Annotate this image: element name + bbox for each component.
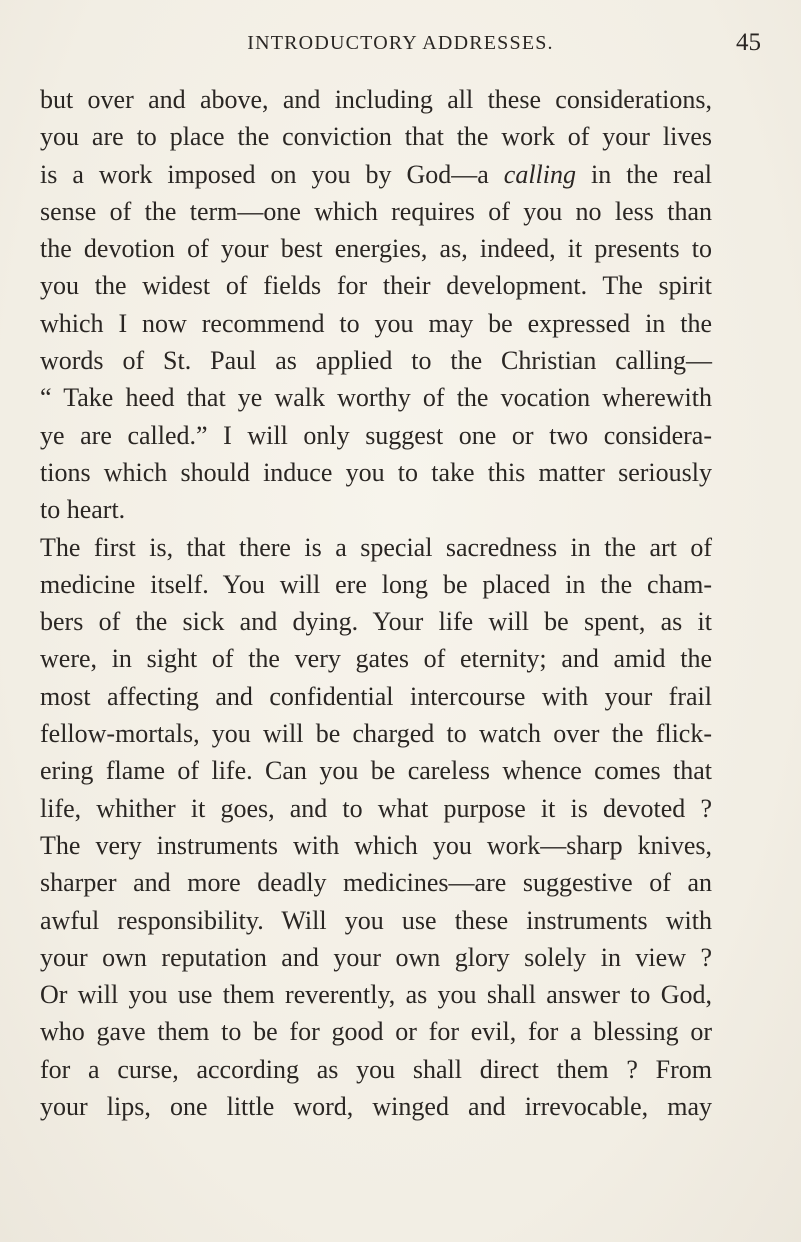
text-line: who gave them to be for good or for evil, for a blessing or	[40, 1017, 712, 1047]
running-head	[40, 28, 761, 58]
text-line: you the widest of fields for their development. The spirit	[40, 271, 712, 301]
text-line: ye are called.” I will only suggest one or two considera-	[40, 420, 712, 450]
text-line: sharper and more deadly medicines—are suggestive of an	[40, 868, 712, 898]
text-line: you are to place the conviction that the work of your lives	[40, 122, 712, 152]
body-text	[40, 81, 712, 1125]
text-line: tions which should induce you to take this matter seriously	[40, 457, 712, 487]
text-line: Or will you use them reverently, as you shall answer to God,	[40, 980, 712, 1010]
text-line: sense of the term—one which requires of you no less than	[40, 196, 712, 226]
text-line: bers of the sick and dying. Your life will be spent, as it	[40, 607, 712, 637]
text-line: which I now recommend to you may be expressed in the	[40, 308, 712, 338]
page-number: 45	[736, 29, 761, 56]
text-line: The first is, that there is a special sacredness in the art of	[40, 532, 712, 562]
text-line: awful responsibility. Will you use these instruments with	[40, 905, 712, 935]
text-line: were, in sight of the very gates of eternity; and amid the	[40, 644, 712, 674]
text-line: The very instruments with which you work—sharp knives,	[40, 830, 712, 860]
text-line: your own reputation and your own glory solely in view ?	[40, 942, 712, 972]
text-line: the devotion of your best energies, as, indeed, it presents to	[40, 234, 712, 264]
text-line: life, whither it goes, and to what purpose it is devoted ?	[40, 793, 712, 823]
text-line: fellow-mortals, you will be charged to watch over the flick-	[40, 719, 712, 749]
running-title: INTRODUCTORY ADDRESSES.	[247, 32, 554, 54]
text-line: ering flame of life. Can you be careless whence comes that	[40, 756, 712, 786]
text-line: most affecting and confidential intercourse with your frail	[40, 681, 712, 711]
text-line: to heart.	[40, 495, 126, 525]
italic-term-calling: calling	[503, 159, 577, 189]
text-line: words of St. Paul as applied to the Christian calling—	[40, 346, 712, 376]
text-line	[40, 156, 712, 193]
text-line: medicine itself. You will ere long be placed in the cham-	[40, 569, 712, 599]
text-segment: is a work imposed on you by God—a	[40, 159, 504, 189]
text-line: for a curse, according as you shall direct them ? From	[40, 1054, 712, 1084]
text-line: “ Take heed that ye walk worthy of the vocation wherewith	[40, 383, 712, 413]
text-line: your lips, one little word, winged and irrevocable, may	[40, 1092, 712, 1122]
text-line: but over and above, and including all these considerations,	[40, 85, 712, 114]
text-segment: in the real	[576, 159, 712, 189]
